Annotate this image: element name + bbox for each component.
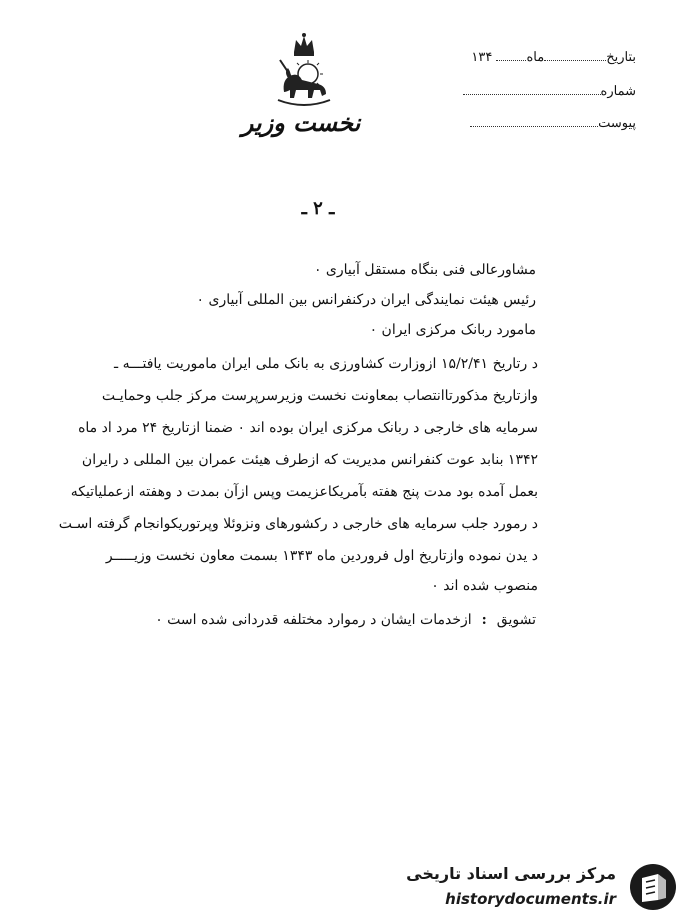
body-line: د یدن نموده وازتاریخ اول فروردین ماه ۱۳۴۳ بسمت معاون نخست وزیـــــر [105, 548, 538, 564]
body-line: ۱۳۴۲ بنابد عوت کنفرانس مدیریت که ازطرف هیئت عمران بین المللی د رایران [81, 452, 538, 468]
body-line: وازتاریخ مذکورتاانتصاب بمعاونت نخست وزیرسرپرست مرکز جلب وحمایـت [101, 388, 538, 404]
encouragement-label: تشویق [496, 612, 536, 628]
number-label: شماره [600, 84, 636, 99]
encouragement-text: ازخدمات ایشان د رموارد مختلفه قدردانی شده است ۰ [155, 612, 472, 628]
date-field [471, 50, 636, 65]
year-value: ۱۳۴ [471, 50, 493, 65]
attachment-label: پیوست [598, 116, 636, 131]
archive-logo-icon [628, 862, 678, 912]
body-line: مشاورعالی فنی بنگاه مستقل آبیاری ۰ [313, 262, 536, 278]
number-field [463, 84, 636, 99]
month-label: ماه [526, 50, 545, 65]
encouragement-separator: : [481, 612, 487, 628]
page-number: ـ ۲ ـ [301, 198, 335, 219]
date-label: بتاریخ [606, 50, 636, 65]
body-line: مامورد ربانک مرکزی ایران ۰ [369, 322, 536, 338]
attachment-field [470, 116, 636, 131]
body-line: د رتاریخ ۱۵/۲/۴۱ ازوزارت کشاورزی به بانک ملی ایران ماموریت یافتـــه ـ [114, 356, 538, 372]
encouragement-line [155, 612, 536, 628]
watermark-url: historydocuments.ir [445, 890, 616, 908]
body-line: بعمل آمده بود مدت پنج هفته بآمریکاعزیمت وپس ازآن بمدت د وهفته ازعملیاتیکه [70, 484, 538, 500]
body-line: سرمایه های خارجی د ربانک مرکزی ایران بوده اند ۰ ضمنا ازتاریخ ۲۴ مرد اد ماه [78, 420, 538, 436]
watermark-title: مرکز بررسی اسناد تاریخی [406, 864, 616, 883]
body-line: منصوب شده اند ۰ [431, 578, 538, 594]
watermark [378, 862, 678, 916]
office-title: نخست وزیر [241, 108, 361, 137]
body-line: رئیس هیئت نمایندگی ایران درکنفرانس بین المللی آبیاری ۰ [196, 292, 536, 308]
body-line: د رمورد جلب سرمایه های خارجی د رکشورهای ونزوئلا وپرتوریکوانجام گرفته اسـت [58, 516, 538, 532]
lion-and-sun-emblem-icon [268, 30, 340, 114]
